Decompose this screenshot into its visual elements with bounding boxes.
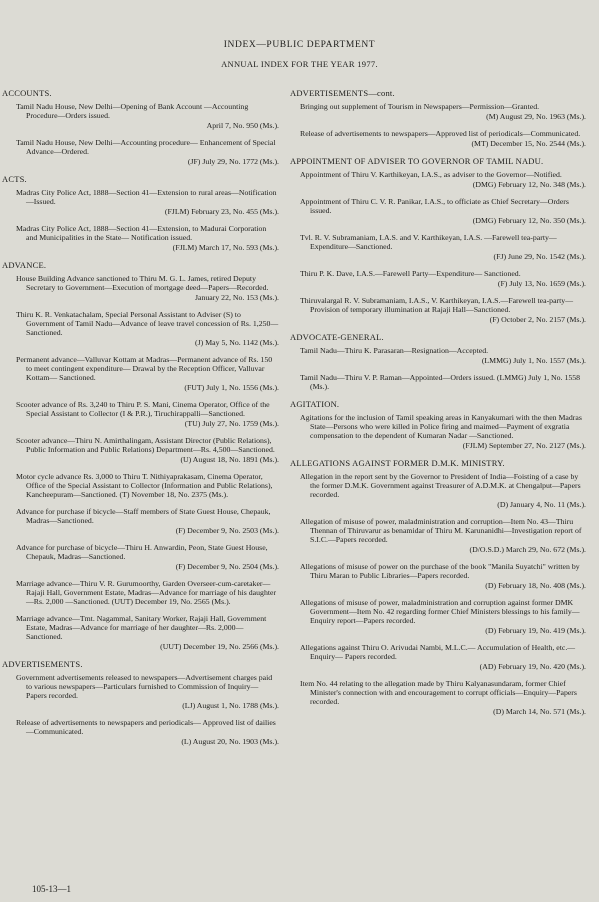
entry-text: Allegation of misuse of power, maladministration and corruption—Item No. 43—Thiru Thennan of Thiruvarur as benamidar of Thiru M. Karunanidhi—Investigation report of S.I.C.—Papers recorded. bbox=[300, 517, 582, 544]
entry-text: Scooter advance of Rs. 3,240 to Thiru P. S. Mani, Cinema Operator, Office of the Special Assistant to Collector (I & P.R.), Tiruchirappalli—Sanctioned. bbox=[16, 400, 270, 418]
section-heading: ADVERTISEMENTS—cont. bbox=[290, 88, 395, 98]
index-entry bbox=[300, 643, 586, 671]
section-heading: ADVANCE. bbox=[2, 260, 47, 270]
entry-text: Allegation in the report sent by the Governor to President of India—Foisting of a case by the former D.M.K. Government against Treasurer of A.D.M.K. at Chengalput—Papers recorded. bbox=[300, 472, 581, 499]
entry-text: House Building Advance sanctioned to Thiru M. G. L. James, retired Deputy Secretary to Government—Execution of mortgage deed—Papers—Recorded. bbox=[16, 274, 269, 292]
index-entry bbox=[300, 296, 586, 324]
entry-reference: (LMMG) July 1, No. 1557 (Ms.). bbox=[481, 356, 586, 365]
entry-text: Marriage advance—Tmt. Nagammal, Sanitary Worker, Rajaji Hall, Government Estate, Madras—Advance for marriage of her daughter—Rs. 2,000—Sanctioned. bbox=[16, 614, 267, 641]
index-entry bbox=[300, 197, 586, 225]
section-heading: APPOINTMENT OF ADVISER TO GOVERNOR OF TAMIL NADU. bbox=[290, 156, 544, 166]
entry-text: Tamil Nadu House, New Delhi—Accounting procedure— Enhancement of Special Advance—Ordered. bbox=[16, 138, 276, 156]
entry-text: Motor cycle advance Rs. 3,000 to Thiru T. Nithiyaprakasam, Cinema Operator, Office of the Special Assistant to Collector (Information and Public Relations), Kancheepuram—Sanctioned. (T) November 18, No. 2375 (Ms.). bbox=[16, 472, 273, 499]
index-entry bbox=[16, 102, 279, 130]
index-entry bbox=[16, 614, 279, 651]
entry-text: Appointment of Thiru C. V. R. Panikar, I.A.S., to officiate as Chief Secretary—Orders issued. bbox=[300, 197, 569, 215]
entry-text: Allegations of misuse of power on the purchase of the book "Manila Suyatchi" written by Thiru Maran to Public Libraries—Papers recorded. bbox=[300, 562, 580, 580]
index-entry bbox=[300, 346, 586, 365]
section-heading: ACTS. bbox=[2, 174, 27, 184]
index-entry bbox=[16, 188, 279, 216]
entry-reference: (FJLM) March 17, No. 593 (Ms.). bbox=[172, 243, 279, 252]
entry-reference: (DMG) February 12, No. 348 (Ms.). bbox=[472, 180, 586, 189]
page-footer-code: 105-13—1 bbox=[32, 884, 71, 894]
entry-text: Madras City Police Act, 1888—Section 41—Extension to rural areas—Notification—Issued. bbox=[16, 188, 277, 206]
index-entry bbox=[16, 138, 279, 166]
entry-text: Allegations against Thiru O. Arivudai Nambi, M.L.C.— Accumulation of Health, etc.—Enquiry— Papers recorded. bbox=[300, 643, 576, 661]
index-entry bbox=[16, 718, 279, 746]
index-entry bbox=[300, 373, 586, 391]
entry-text: Thiruvalargal R. V. Subramaniam, I.A.S., V. Karthikeyan, I.A.S.—Farewell tea-party—Provision of temporary illumination at Rajaji Hall—Sanctioned. bbox=[300, 296, 573, 314]
entry-reference: (F) July 13, No. 1659 (Ms.). bbox=[497, 279, 586, 288]
entry-text: Item No. 44 relating to the allegation made by Thiru Kalyanasundaram, former Chief Minister's connection with and encouragement to corrupt officials—Enquiry—Papers recorded. bbox=[300, 679, 577, 706]
index-entry bbox=[300, 102, 586, 121]
page-subtitle: ANNUAL INDEX FOR THE YEAR 1977. bbox=[221, 59, 378, 69]
entry-reference: (D) March 14, No. 571 (Ms.). bbox=[493, 707, 586, 716]
entry-reference: (F) December 9, No. 2504 (Ms.). bbox=[175, 562, 279, 571]
index-entry bbox=[16, 673, 279, 710]
entry-reference: April 7, No. 950 (Ms.). bbox=[206, 121, 279, 130]
section-heading: AGITATION. bbox=[290, 399, 340, 409]
entry-reference: (M) August 29, No. 1963 (Ms.). bbox=[486, 112, 586, 121]
index-entry bbox=[300, 233, 586, 261]
entry-text: Allegations of misuse of power, maladministration and corruption against former DMK Government—Item No. 42 regarding former Chief Ministers blessings to his family—Enquiry report—Papers recorded. bbox=[300, 598, 580, 625]
entry-reference: (TU) July 27, No. 1759 (Ms.). bbox=[184, 419, 279, 428]
index-entry bbox=[16, 224, 279, 252]
index-entry bbox=[16, 472, 279, 499]
index-entry bbox=[16, 436, 279, 464]
entry-reference: (D) January 4, No. 11 (Ms.). bbox=[497, 500, 586, 509]
index-entry bbox=[16, 507, 279, 535]
section-heading: ADVERTISEMENTS. bbox=[2, 659, 83, 669]
index-entry bbox=[300, 413, 586, 450]
entry-reference: (U) August 18, No. 1891 (Ms.). bbox=[180, 455, 279, 464]
entry-reference: (F) December 9, No. 2503 (Ms.). bbox=[175, 526, 279, 535]
entry-reference: (AD) February 19, No. 420 (Ms.). bbox=[479, 662, 586, 671]
entry-text: Agitations for the inclusion of Tamil speaking areas in Kanyakumari with the then Madras State—Persons who were killed in Police firing and maimed—Payment of exgratia compensation to the dependent of Kumaran Nadar —Sanctioned. bbox=[300, 413, 582, 440]
entry-text: Release of advertisements to newspapers and periodicals— Approved list of dailies—Communicated. bbox=[16, 718, 276, 736]
entry-text: Advance for purchase of bicycle—Thiru H. Anwardin, Peon, State Guest House, Chepauk, Madras—Sanctioned. bbox=[16, 543, 268, 561]
entry-reference: (UUT) December 19, No. 2566 (Ms.). bbox=[160, 642, 279, 651]
left-column bbox=[2, 82, 279, 754]
entry-text: Marriage advance—Thiru V. R. Gurumoorthy, Garden Overseer-cum-caretaker—Rajaji Hall, Government Estate, Madras—Advance for marriage of his daughter—Rs. 2,000 —Sanctioned. (UUT) December 19, No. 2565 (Ms.). bbox=[16, 579, 277, 606]
index-entry bbox=[300, 129, 586, 148]
section-heading: ADVOCATE-GENERAL. bbox=[290, 332, 384, 342]
index-entry bbox=[300, 517, 586, 554]
index-entry bbox=[300, 562, 586, 590]
entry-reference: (FJ) June 29, No. 1542 (Ms.). bbox=[493, 252, 586, 261]
entry-reference: (FUT) July 1, No. 1556 (Ms.). bbox=[184, 383, 279, 392]
index-entry bbox=[300, 679, 586, 716]
entry-text: Tamil Nadu—Thiru V. P. Raman—Appointed—Orders issued. (LMMG) July 1, No. 1558 (Ms.). bbox=[300, 373, 581, 391]
entry-reference: (FJLM) September 27, No. 2127 (Ms.). bbox=[462, 441, 586, 450]
index-entry bbox=[16, 274, 279, 302]
index-entry bbox=[16, 400, 279, 428]
entry-text: Scooter advance—Thiru N. Amirthalingam, Assistant Director (Public Relations), Public Information and Public Relations) Department—Rs. 4,500—Sanctioned. bbox=[16, 436, 275, 454]
index-entry bbox=[300, 598, 586, 635]
entry-text: Bringing out supplement of Tourism in Newspapers—Permission—Granted. bbox=[300, 102, 540, 111]
index-entry bbox=[16, 355, 279, 392]
entry-text: Release of advertisements to newspapers—Approved list of periodicals—Communicated. bbox=[300, 129, 581, 138]
entry-reference: (J) May 5, No. 1142 (Ms.). bbox=[195, 338, 279, 347]
entry-reference: (LJ) August 1, No. 1788 (Ms.). bbox=[182, 701, 279, 710]
entry-text: Advance for purchase if bicycle—Staff members of State Guest House, Chepauk, Madras—Sanctioned. bbox=[16, 507, 271, 525]
entry-text: Appointment of Thiru V. Karthikeyan, I.A.S., as adviser to the Governor—Notified. bbox=[300, 170, 562, 179]
section-heading: ALLEGATIONS AGAINST FORMER D.M.K. MINISTRY. bbox=[290, 458, 505, 468]
entry-reference: January 22, No. 153 (Ms.). bbox=[194, 293, 279, 302]
index-entry bbox=[300, 472, 586, 509]
index-entry bbox=[16, 310, 279, 347]
entry-text: Madras City Police Act, 1888—Section 41—Extension, to Madurai Corporation and Municipalities in the State— Notification issued. bbox=[16, 224, 267, 242]
entry-text: Permanent advance—Valluvar Kottam at Madras—Permanent advance of Rs. 150 to meet contingent expenditure— Drawal by the Reception Officer, Valluvar Kottam— Sanctioned. bbox=[16, 355, 273, 382]
index-entry bbox=[16, 579, 279, 606]
page-title: INDEX—PUBLIC DEPARTMENT bbox=[223, 40, 376, 50]
entry-reference: (MT) December 15, No. 2544 (Ms.). bbox=[471, 139, 586, 148]
entry-reference: (F) October 2, No. 2157 (Ms.). bbox=[489, 315, 586, 324]
entry-text: Government advertisements released to newspapers—Advertisement charges paid to various newspapers—Particulars furnished to Commission of Inquiry—Papers recorded. bbox=[16, 673, 273, 700]
entry-text: Thiru P. K. Dave, I.A.S.—Farewell Party—Expenditure— Sanctioned. bbox=[300, 269, 521, 278]
entry-reference: (D) February 18, No. 408 (Ms.). bbox=[485, 581, 586, 590]
entry-reference: (L) August 20, No. 1903 (Ms.). bbox=[181, 737, 279, 746]
entry-text: Thiru K. R. Venkatachalam, Special Personal Assistant to Adviser (S) to Government of Tamil Nadu—Advance of leave travel concession of Rs. 1,250—Sanctioned. bbox=[16, 310, 279, 337]
entry-reference: (DMG) February 12, No. 350 (Ms.). bbox=[472, 216, 586, 225]
section-heading: ACCOUNTS. bbox=[2, 88, 52, 98]
entry-reference: (JF) July 29, No. 1772 (Ms.). bbox=[187, 157, 279, 166]
entry-text: Tamil Nadu—Thiru K. Parasaran—Resignation—Accepted. bbox=[300, 346, 489, 355]
entry-reference: (D/O.S.D.) March 29, No. 672 (Ms.). bbox=[469, 545, 586, 554]
entry-reference: (FJLM) February 23, No. 455 (Ms.). bbox=[164, 207, 279, 216]
entry-reference: (D) February 19, No. 419 (Ms.). bbox=[485, 626, 586, 635]
index-entry bbox=[300, 170, 586, 189]
index-entry bbox=[16, 543, 279, 571]
entry-text: Tvl. R. V. Subramaniam, I.A.S. and V. Karthikeyan, I.A.S. —Farewell tea-party—Expenditure—Sanctioned. bbox=[300, 233, 557, 251]
index-entry bbox=[300, 269, 586, 288]
entry-text: Tamil Nadu House, New Delhi—Opening of Bank Account —Accounting Procedure—Orders issued. bbox=[16, 102, 249, 120]
page-header bbox=[0, 40, 599, 69]
right-column bbox=[290, 82, 586, 724]
